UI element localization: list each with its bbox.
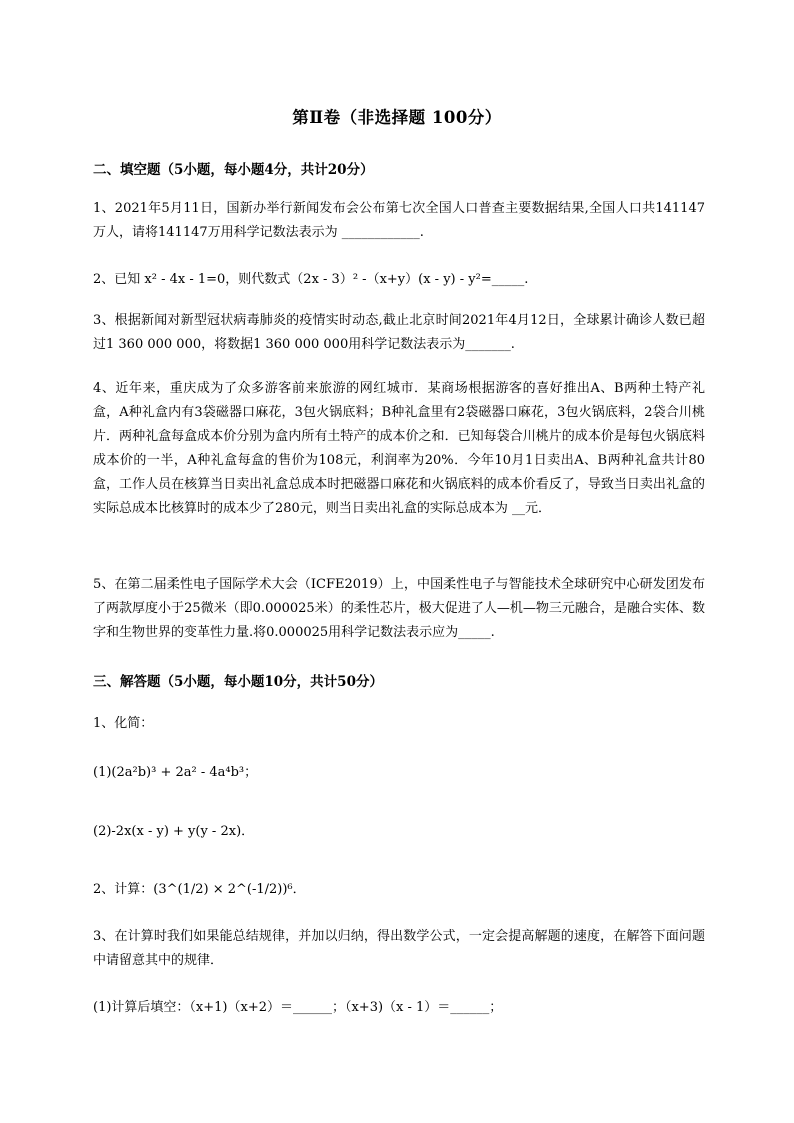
question-fill-2-body: x² - 4x - 1=0，则代数式（2x - 3）² -（x+y）(x - y) - y²=_____. xyxy=(144,272,529,287)
section-heading-fill-blank: 二、填空题（5小题，每小题4分，共计20分） xyxy=(93,162,374,178)
question-fill-1: 1、2021年5月11日，国新办举行新闻发布会公布第七次全国人口普查主要数据结果,全国人口共141147万人，请将141147万用科学记数法表示为 ____________. xyxy=(93,201,705,240)
question-fill-4: 4、近年来，重庆成为了众多游客前来旅游的网红城市．某商场根据游客的喜好推出A、B两种土特产礼盒，A种礼盒内有3袋磁器口麻花，3包火锅底料；B种礼盒里有2袋磁器口麻花，3包火锅底料，2袋合川桃片．两种礼盒每盒成本价分别为盒内所有土特产的成本价之和．已知每袋合川桃片的成本价是每包火锅底料成本价的一半，A种礼盒每盒的售价为108元，利润率为20%．今年10月1日卖出A、B两种礼盒共计80盒，工作人员在核算当日卖出礼盒总成本时把磁器口麻花和火锅底料的成本价看反了，导致当日卖出礼盒的实际总成本比核算时的成本少了280元，则当日卖出礼盒的实际总成本为 __元． xyxy=(93,381,705,516)
question-solve-2: 2、计算：(3^(1/2) × 2^(-1/2))⁶． xyxy=(93,882,306,897)
question-solve-3-part1: (1)计算后填空：（x+1)（x+2）＝______；（x+3)（x - 1）＝______； xyxy=(93,1000,503,1015)
question-fill-2 xyxy=(93,268,528,287)
section-heading-solve: 三、解答题（5小题，每小题10分，共计50分） xyxy=(93,674,383,690)
page-title: 第Ⅱ卷（非选择题 100分） xyxy=(292,108,502,127)
question-fill-5: 5、在第二届柔性电子国际学术大会（ICFE2019）上，中国柔性电子与智能技术全球研究中心研发团发布了两款厚度小于25微米（即0.000025米）的柔性芯片，极大促进了人—机—物三元融合，是融合实体、数字和生物世界的变革性力量.将0.000025用科学记数法表示应为_____. xyxy=(93,577,705,640)
question-fill-2-prefix: 2、已知 xyxy=(93,272,145,287)
question-solve-1-label: 1、化简： xyxy=(93,716,154,731)
question-fill-3: 3、根据新闻对新型冠状病毒肺炎的疫情实时动态,截止北京时间2021年4月12日，全球累计确诊人数已超过1 360 000 000，将数据1 360 000 000用科学记数法表示为_______. xyxy=(93,313,705,352)
question-solve-1-part2: (2)-2x(x - y) + y(y - 2x)． xyxy=(93,824,255,839)
question-solve-3: 3、在计算时我们如果能总结规律，并加以归纳，得出数学公式，一定会提高解题的速度，在解答下面问题中请留意其中的规律． xyxy=(93,929,705,968)
question-solve-1-part1: (1)(2a²b)³ + 2a² - 4a⁴b³； xyxy=(93,765,258,780)
